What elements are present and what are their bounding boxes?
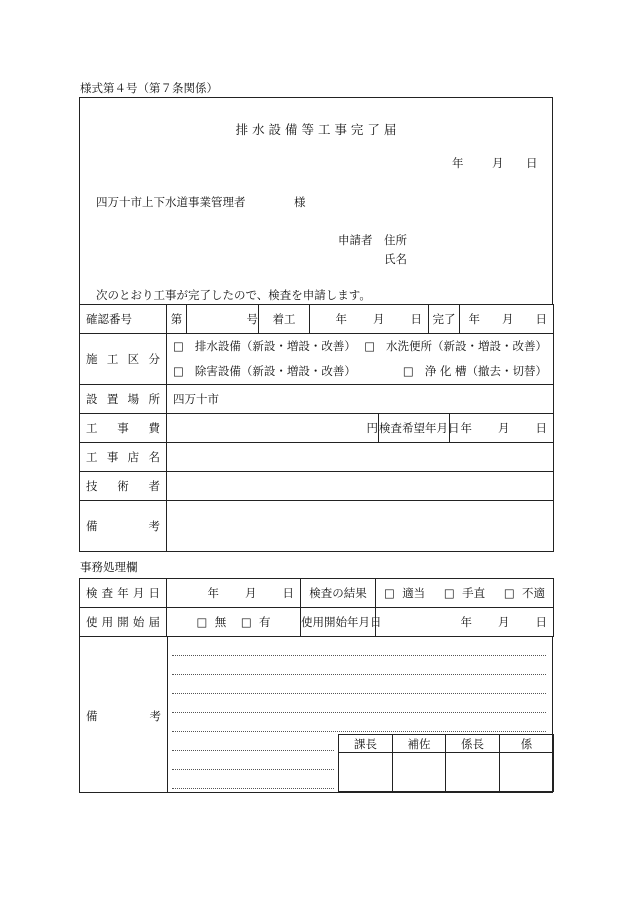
remarks-line[interactable] xyxy=(172,655,546,656)
row-work-category xyxy=(80,334,554,385)
start-year: 年 xyxy=(335,312,348,326)
form-title: 排 水 設 備 等 工 事 完 了 届 xyxy=(235,122,397,137)
usage-day: 日 xyxy=(535,615,547,629)
start-month: 月 xyxy=(373,312,385,326)
date-year: 年 xyxy=(452,156,464,170)
checkbox-icon[interactable]: □ xyxy=(240,615,252,629)
finish-day: 日 xyxy=(535,312,548,326)
inspection-date-label: 検 査 年 月 日 xyxy=(86,586,160,600)
confirm-number-go: 号 xyxy=(187,305,259,334)
row-engineer xyxy=(80,472,554,501)
form-id: 様式第４号（第７条関係） xyxy=(80,81,218,95)
inspection-date-field[interactable] xyxy=(167,579,301,608)
location-field[interactable]: 四万十市 xyxy=(167,385,554,414)
option-abatement[interactable]: □ 除害設備（新設・増設・改善） xyxy=(173,364,356,378)
office-inspect-day: 日 xyxy=(282,586,294,600)
checkbox-icon[interactable]: □ xyxy=(173,364,184,378)
remarks-field[interactable] xyxy=(167,501,554,552)
office-inspect-year: 年 xyxy=(207,586,219,600)
usage-start-date-field[interactable] xyxy=(376,608,554,637)
remarks-line[interactable] xyxy=(172,712,546,713)
start-day: 日 xyxy=(410,312,423,326)
checkbox-icon[interactable]: □ xyxy=(364,339,376,353)
usage-start-label: 使 用 開 始 届 xyxy=(86,615,160,629)
option-drainage[interactable]: □ 排水設備（新設・増設・改善） xyxy=(173,339,356,353)
contractor-label: 工 事 店 名 xyxy=(86,450,160,464)
stamp-header-hosa: 補佐 xyxy=(393,735,446,753)
checkbox-icon[interactable]: □ xyxy=(173,339,184,353)
usage-month: 月 xyxy=(498,615,510,629)
inspection-result-label: 検査の結果 xyxy=(301,579,376,608)
result-rework[interactable]: □ 手直 xyxy=(443,586,486,600)
remarks-line[interactable] xyxy=(172,769,334,770)
office-section-title: 事務処理欄 xyxy=(80,560,138,574)
checkbox-icon[interactable]: □ xyxy=(384,586,395,600)
option-septic-tank[interactable]: □ 浄 化 槽（撤去・切替） xyxy=(402,364,548,378)
finish-label: 完了 xyxy=(429,305,460,334)
result-inadequate[interactable]: □ 不適 xyxy=(503,586,545,600)
stamp-header-kakaricho: 係長 xyxy=(446,735,500,753)
approval-stamp-grid xyxy=(338,734,554,792)
confirm-number-label: 確認番号 xyxy=(86,312,132,326)
stamp-header-kakari: 係 xyxy=(500,735,554,753)
remarks-line[interactable] xyxy=(172,750,334,751)
date-month: 月 xyxy=(492,156,504,170)
applicant-name-label: 氏名 xyxy=(384,252,407,266)
work-category-label: 施 工 区 分 xyxy=(86,352,160,366)
checkbox-icon[interactable]: □ xyxy=(443,586,455,600)
option-flush-toilet[interactable]: □ 水洗便所（新設・増設・改善） xyxy=(364,339,548,353)
office-remarks-label: 備 考 xyxy=(86,709,161,723)
statement: 次のとおり工事が完了したので、検査を申請します。 xyxy=(96,288,371,302)
inspect-month: 月 xyxy=(498,421,510,435)
inspection-request-date-field[interactable] xyxy=(450,414,554,443)
inspect-day: 日 xyxy=(535,421,548,435)
office-remarks-divider xyxy=(167,637,168,792)
remarks-line[interactable] xyxy=(172,788,334,789)
stamp-box[interactable] xyxy=(339,753,393,792)
finish-date-field[interactable] xyxy=(460,305,554,334)
inspect-year: 年 xyxy=(460,421,473,435)
contractor-field[interactable] xyxy=(167,443,554,472)
cost-field[interactable]: 円 xyxy=(167,414,379,443)
checkbox-icon[interactable]: □ xyxy=(402,364,414,378)
remarks-line[interactable] xyxy=(172,674,546,675)
finish-year: 年 xyxy=(468,312,481,326)
remarks-label: 備 考 xyxy=(86,519,160,533)
result-appropriate[interactable]: □ 適当 xyxy=(384,586,426,600)
office-remarks-frame xyxy=(79,636,553,793)
row-usage xyxy=(80,608,554,637)
usage-yes[interactable]: □ 有 xyxy=(240,615,271,629)
date-day: 日 xyxy=(526,156,538,170)
remarks-line[interactable] xyxy=(172,693,546,694)
usage-none[interactable]: □ 無 xyxy=(196,615,227,629)
office-table xyxy=(79,578,554,637)
row-remarks xyxy=(80,501,554,552)
usage-start-date-label: 使用開始年月日 xyxy=(301,608,376,637)
stamp-header-kacho: 課長 xyxy=(339,735,393,753)
row-contractor xyxy=(80,443,554,472)
applicant-address-label: 住所 xyxy=(384,233,407,247)
cost-label: 工 事 費 xyxy=(86,421,160,435)
row-location xyxy=(80,385,554,414)
checkbox-icon[interactable]: □ xyxy=(196,615,208,629)
form-header-frame xyxy=(79,97,553,305)
checkbox-icon[interactable]: □ xyxy=(503,586,515,600)
finish-month: 月 xyxy=(502,312,514,326)
start-label: 着工 xyxy=(259,305,310,334)
inspection-request-date-label: 検査希望年月日 xyxy=(379,414,450,443)
office-inspect-month: 月 xyxy=(245,586,257,600)
row-cost xyxy=(80,414,554,443)
addressee: 四万十市上下水道事業管理者 xyxy=(96,195,246,209)
stamp-box[interactable] xyxy=(446,753,500,792)
stamp-box[interactable] xyxy=(393,753,446,792)
remarks-line[interactable] xyxy=(172,731,546,732)
row-inspection xyxy=(80,579,554,608)
start-date-field[interactable] xyxy=(310,305,429,334)
engineer-field[interactable] xyxy=(167,472,554,501)
honorific: 様 xyxy=(294,195,306,209)
usage-year: 年 xyxy=(460,615,472,629)
location-label: 設 置 場 所 xyxy=(86,392,160,406)
application-table xyxy=(79,304,554,552)
row-confirm-number xyxy=(80,305,554,334)
confirm-number-dai: 第 xyxy=(167,305,187,334)
stamp-box[interactable] xyxy=(500,753,554,792)
engineer-label: 技 術 者 xyxy=(86,479,160,493)
applicant-label: 申請者 xyxy=(338,233,373,247)
